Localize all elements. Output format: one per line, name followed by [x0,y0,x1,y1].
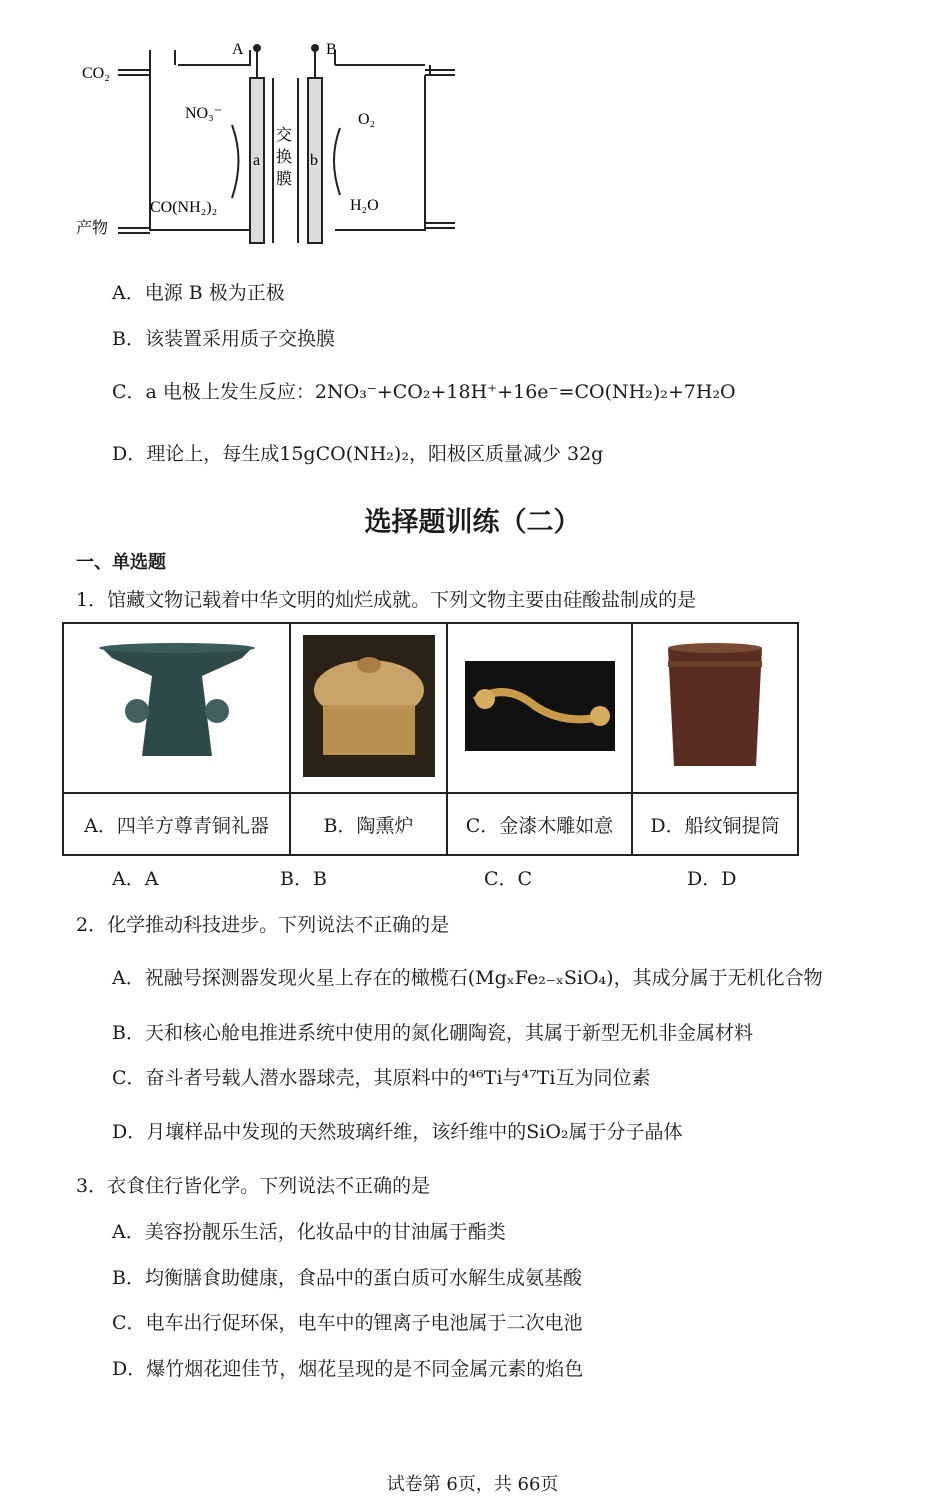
prev-option-d: D．理论上，每生成15gCO(NH₂)₂，阳极区质量减少 32g [112,443,604,465]
label-o2: O₂ [358,111,376,128]
label-a: a [253,152,261,169]
artifact-caption-b: B．陶熏炉 [290,793,447,855]
label-urea: CO(NH₂)₂ [150,199,218,216]
artifact-caption-a: A．四羊方尊青铜礼器 [63,793,290,855]
label-product: 产物 [76,220,109,237]
q1-choice-b: B．B [280,868,327,890]
prev-option-b: B．该装置采用质子交换膜 [112,328,335,350]
artifact-image-d [632,623,798,793]
q2-option-d: D．月壤样品中发现的天然玻璃纤维，该纤维中的SiO₂属于分子晶体 [112,1121,683,1143]
membrane-char-2: 换 [276,149,293,166]
page-title: 选择题训练（二） [364,507,581,538]
artifact-table [62,622,799,856]
membrane-char-1: 交 [276,127,293,144]
lacquer-ruyi-image [465,661,615,751]
artifact-caption-d: D．船纹铜提筒 [632,793,798,855]
q2-option-b: B．天和核心舱电推进系统中使用的氮化硼陶瓷，其属于新型无机非金属材料 [112,1022,753,1044]
artifact-image-c [447,623,632,793]
q1-stem: 1．馆藏文物记载着中华文明的灿烂成就。下列文物主要由硅酸盐制成的是 [76,589,697,611]
page-footer: 试卷第 6页，共 66页 [386,1474,559,1495]
q3-option-a: A．美容扮靓乐生活，化妆品中的甘油属于酯类 [112,1221,506,1243]
artifact-image-b [290,623,447,793]
q1-choice-d: D．D [687,868,737,890]
prev-option-a: A．电源 B 极为正极 [112,282,285,304]
q3-option-c: C．电车出行促环保，电车中的锂离子电池属于二次电池 [112,1312,583,1334]
membrane-char-3: 膜 [276,171,293,188]
q2-option-a: A．祝融号探测器发现火星上存在的橄榄石(MgₓFe₂₋ₓSiO₄)，其成分属于无机化合物 [112,967,823,989]
q3-stem: 3．衣食住行皆化学。下列说法不正确的是 [76,1175,431,1197]
q3-option-d: D．爆竹烟花迎佳节，烟花呈现的是不同金属元素的焰色 [112,1358,584,1380]
artifact-image-a [63,623,290,793]
q3-option-b: B．均衡膳食助健康，食品中的蛋白质可水解生成氨基酸 [112,1267,582,1289]
label-co2: CO₂ [82,65,110,82]
q1-choice-c: C．C [484,868,533,890]
label-B: B [326,41,337,58]
label-b: b [310,152,318,169]
bronze-zun-image [92,636,262,776]
label-h2o: H₂O [350,197,379,214]
artifact-caption-c: C．金漆木雕如意 [447,793,632,855]
electrolysis-diagram [70,30,470,250]
q1-choice-a: A．A [112,868,159,890]
prev-option-c: C．a 电极上发生反应：2NO₃⁻+CO₂+18H⁺+16e⁻=CO(NH₂)₂+7H₂O [112,381,736,403]
label-A: A [232,41,244,58]
q2-stem: 2．化学推动科技进步。下列说法不正确的是 [76,914,450,936]
section-heading: 一、单选题 [76,552,166,573]
bronze-bucket-image [660,636,770,776]
label-no3: NO₃⁻ [185,105,223,122]
q2-option-c: C．奋斗者号载人潜水器球壳，其原料中的⁴⁶Ti与⁴⁷Ti互为同位素 [112,1067,651,1089]
pottery-censer-image [303,635,435,777]
